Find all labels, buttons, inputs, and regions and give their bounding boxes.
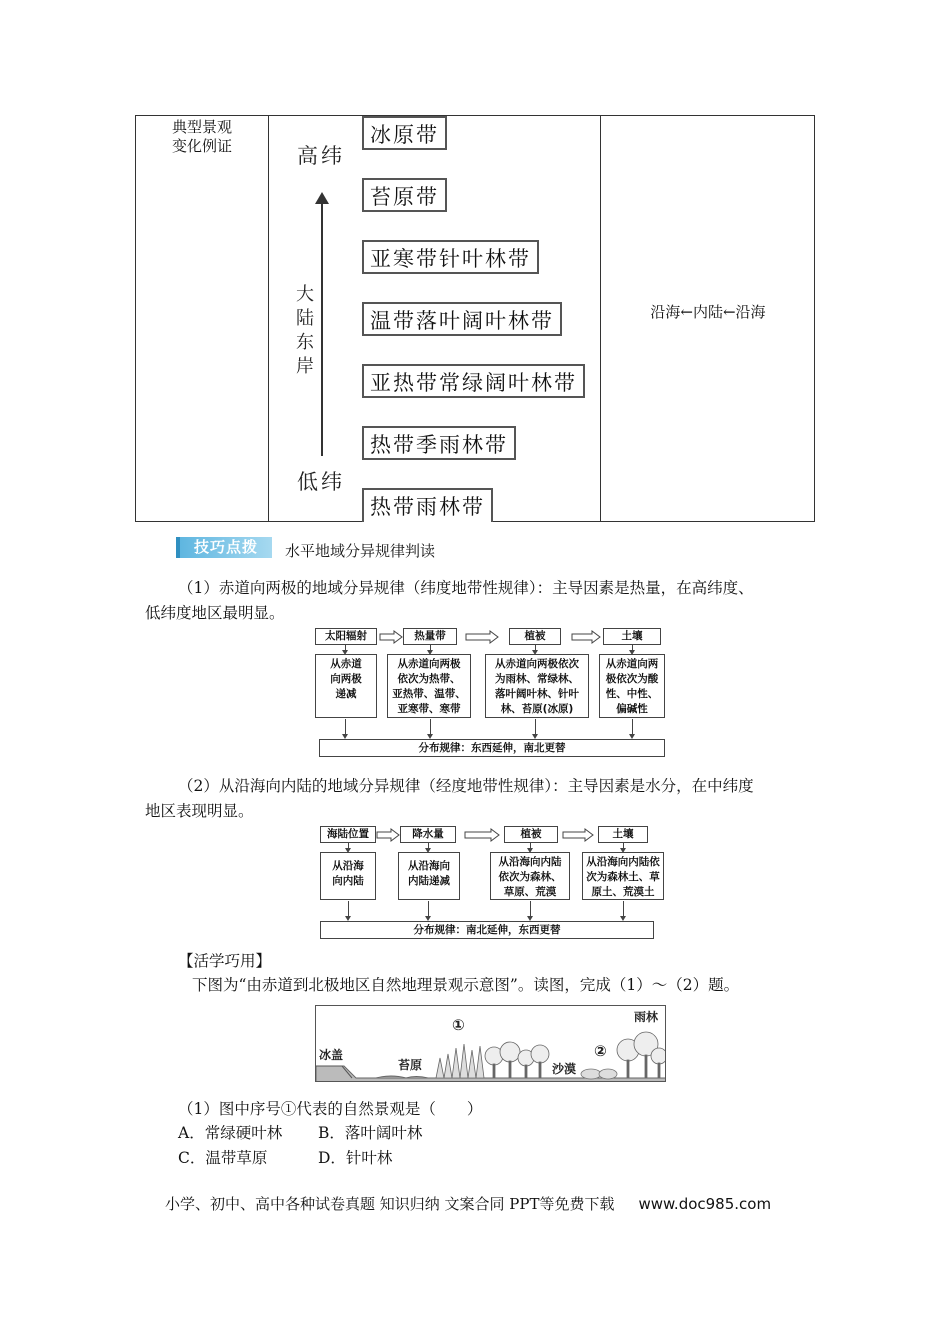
flow-arrow-icon	[464, 828, 500, 842]
belt-ice: 冰原带	[362, 116, 447, 150]
down-arrow-icon	[345, 719, 346, 735]
down-arrow-icon	[430, 645, 431, 651]
flow1-head: 太阳辐射	[315, 628, 377, 645]
landscape-table	[135, 115, 815, 522]
down-arrow-icon	[632, 645, 633, 651]
practice-heading: 【活学巧用】	[178, 952, 272, 970]
latitude-axis	[321, 196, 323, 456]
flow2-body-line: 草原、荒漠	[503, 886, 557, 898]
scene-label: 冰盖	[319, 1048, 344, 1062]
flow1-body-line: 为雨林、常绿林、	[495, 673, 579, 685]
landscape-illustration	[316, 1006, 666, 1082]
belt-diagram	[269, 116, 599, 521]
flow1-body	[599, 654, 665, 718]
scene-label: 雨林	[634, 1010, 659, 1024]
flow1-body-line: 亚热带、温带、	[392, 688, 466, 700]
flow2-body	[582, 852, 664, 900]
flow2-body-line: 原土、荒漠土	[591, 886, 655, 898]
question-stem: （1）图中序号①代表的自然景观是（ ）	[178, 1100, 483, 1118]
flow1-body-line: 性、中性、	[605, 688, 659, 700]
flow-arrow-icon	[465, 630, 499, 644]
flow1-body-line: 林、苔原(冰原)	[500, 703, 574, 715]
scene-label: ②	[594, 1042, 607, 1060]
flow2-body-line: 依次为森林、	[498, 871, 562, 883]
flow2-body-line: 内陆递减	[408, 875, 450, 887]
flow1-body-line: 极依次为酸	[605, 673, 659, 685]
tip-title: 水平地域分异规律判读	[285, 542, 436, 560]
down-arrow-icon	[530, 901, 531, 917]
down-arrow-icon	[428, 901, 429, 917]
down-arrow-icon	[348, 843, 349, 849]
flow1-body-line: 从赤道向两极依次	[495, 658, 579, 670]
option-d: D．针叶林	[318, 1149, 393, 1167]
row-header-line: 典型景观	[171, 118, 232, 136]
east-coast-char: 大	[296, 284, 314, 305]
flow2-body	[320, 852, 376, 900]
para1-line1: （1）赤道向两极的地域分异规律（纬度地带性规律）：主导因素是热量，在高纬度、	[178, 579, 754, 597]
down-arrow-icon	[535, 719, 536, 735]
flow1-body-line: 落叶阔叶林、针叶	[495, 688, 579, 700]
flow2-summary: 分布规律：南北延伸，东西更替	[320, 921, 654, 939]
down-arrow-icon	[623, 843, 624, 849]
flow1-body	[315, 654, 377, 718]
flow1-body-line: 偏碱性	[616, 703, 648, 715]
longitudinal-flow-diagram	[318, 825, 664, 941]
para2-line2: 地区表现明显。	[145, 802, 254, 820]
east-coast-label	[294, 283, 316, 379]
scene-label: ①	[452, 1016, 465, 1034]
option-b: B．落叶阔叶林	[318, 1124, 423, 1142]
flow2-head: 降水量	[400, 826, 456, 843]
flow1-body-line: 向两极	[330, 673, 362, 685]
tip-badge: 技巧点拨	[176, 537, 272, 558]
flow-arrow-icon	[376, 828, 400, 842]
down-arrow-icon	[530, 843, 531, 849]
flow1-body-line: 依次为热带、	[397, 673, 461, 685]
flow-arrow-icon	[379, 630, 403, 644]
flow1-body-line: 从赤道	[330, 658, 362, 670]
flow2-body-line: 向内陆	[332, 875, 364, 887]
landscape-figure	[315, 1005, 666, 1082]
flow1-head: 土壤	[603, 628, 661, 645]
belt-taiga: 亚寒带针叶林带	[362, 240, 539, 274]
option-a: A．常绿硬叶林	[178, 1124, 283, 1142]
para2-line1: （2）从沿海向内陆的地域分异规律（经度地带性规律）：主导因素是水分，在中纬度	[178, 777, 754, 795]
flow1-body-line: 从赤道向两极	[397, 658, 461, 670]
scene-label: 沙漠	[552, 1062, 577, 1076]
practice-intro: 下图为“由赤道到北极地区自然地理景观示意图”。读图，完成（1）～（2）题。	[192, 976, 740, 994]
flow2-head: 海陆位置	[320, 826, 376, 843]
flow2-body	[398, 852, 460, 900]
flow1-body-line: 递减	[335, 688, 357, 700]
flow2-body	[490, 852, 570, 900]
flow1-head: 热量带	[403, 628, 457, 645]
flow2-head: 土壤	[598, 826, 648, 843]
belt-tundra: 苔原带	[362, 178, 447, 212]
belt-tropical-rainforest: 热带雨林带	[362, 488, 493, 522]
footer-text: 小学、初中、高中各种试卷真题 知识归纳 文案合同 PPT等免费下载	[165, 1195, 615, 1213]
coast-inland-text: 沿海←内陆←沿海	[650, 303, 766, 321]
east-coast-char: 东	[296, 332, 314, 353]
down-arrow-icon	[535, 645, 536, 651]
belt-temperate-deciduous: 温带落叶阔叶林带	[362, 302, 562, 336]
latitudinal-flow-diagram	[313, 626, 665, 760]
flow1-head: 植被	[509, 628, 561, 645]
scene-label: 苔原	[398, 1058, 423, 1072]
down-arrow-icon	[348, 901, 349, 917]
flow-arrow-icon	[562, 828, 594, 842]
flow1-body-line: 从赤道向两	[605, 658, 659, 670]
para1-line2: 低纬度地区最明显。	[145, 604, 285, 622]
table-row-header	[136, 118, 268, 156]
belt-tropical-monsoon: 热带季雨林带	[362, 426, 516, 460]
down-arrow-icon	[428, 843, 429, 849]
down-arrow-icon	[632, 719, 633, 735]
high-latitude-label: 高纬	[297, 144, 345, 168]
row-header-line: 变化例证	[171, 137, 232, 155]
flow2-body-line: 从沿海向内陆依	[586, 856, 660, 868]
down-arrow-icon	[623, 901, 624, 917]
low-latitude-label: 低纬	[297, 470, 345, 494]
down-arrow-icon	[430, 719, 431, 735]
footer-url[interactable]: www.doc985.com	[638, 1195, 772, 1213]
east-coast-char: 陆	[296, 308, 314, 329]
flow2-body-line: 次为森林土、草	[586, 871, 660, 883]
flow2-body-line: 从沿海	[332, 860, 364, 872]
down-arrow-icon	[345, 645, 346, 651]
flow1-body	[387, 654, 471, 718]
flow1-body	[485, 654, 589, 718]
page-footer	[165, 1193, 771, 1214]
flow2-body-line: 从沿海向内陆	[498, 856, 562, 868]
option-c: C．温带草原	[178, 1149, 268, 1167]
flow-arrow-icon	[571, 630, 601, 644]
east-coast-char: 岸	[296, 356, 314, 377]
flow1-body-line: 亚寒带、寒带	[397, 703, 461, 715]
flow1-summary: 分布规律：东西延伸，南北更替	[319, 739, 665, 757]
flow2-head: 植被	[504, 826, 558, 843]
belt-subtropical-evergreen: 亚热带常绿阔叶林带	[362, 364, 585, 398]
flow2-body-line: 从沿海向	[408, 860, 450, 872]
